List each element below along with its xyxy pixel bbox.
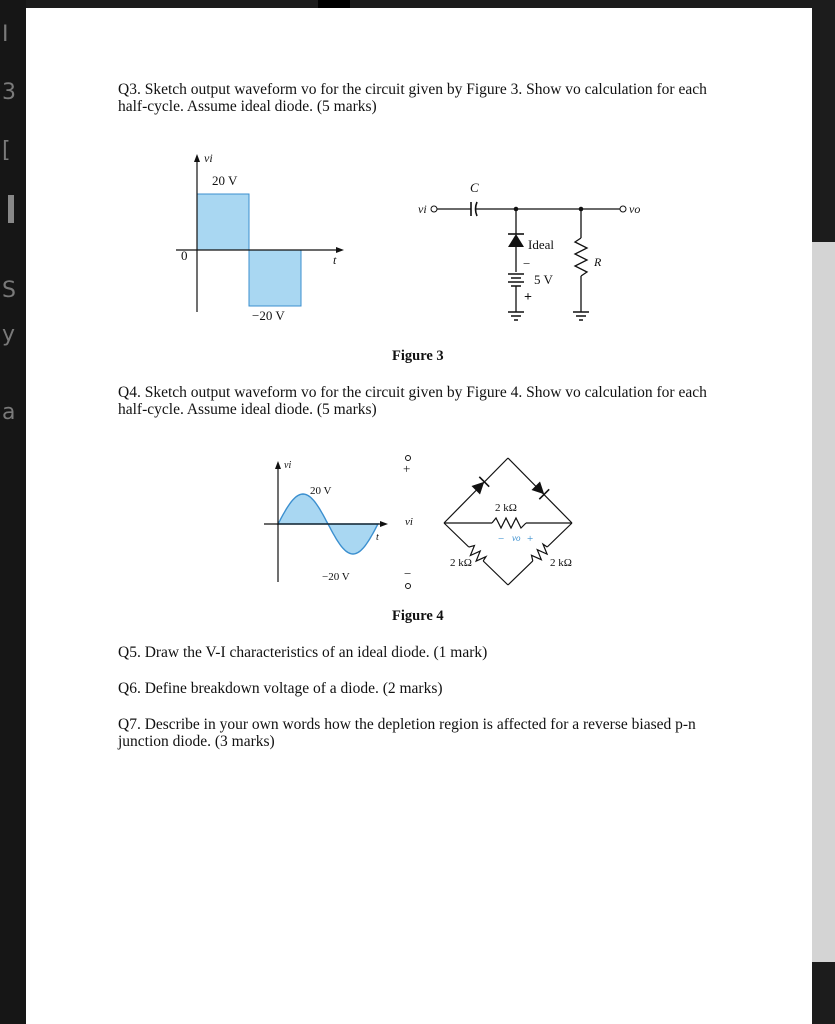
input-terminal bbox=[431, 206, 437, 212]
resistor-icon bbox=[575, 238, 587, 276]
y-axis-arrow bbox=[275, 461, 281, 469]
ground-icon bbox=[573, 312, 589, 320]
battery-plus: + bbox=[524, 290, 532, 305]
negative-level-label: −20 V bbox=[252, 308, 285, 323]
battery-minus: − bbox=[523, 256, 531, 271]
positive-half-cycle bbox=[197, 194, 249, 250]
x-axis-arrow bbox=[336, 247, 344, 253]
bg-char: [ bbox=[2, 138, 11, 163]
diode-icon bbox=[508, 234, 524, 247]
input-plus: + bbox=[403, 461, 411, 476]
question-q7: Q7. Describe in your own words how the depletion region is affected for a reverse biased p-n junction diode. (3 marks) bbox=[118, 716, 696, 750]
question-q5: Q5. Draw the V-I characteristics of an ideal diode. (1 mark) bbox=[118, 644, 488, 661]
figure4-caption: Figure 4 bbox=[392, 608, 444, 624]
input-terminal-bottom bbox=[406, 584, 411, 589]
bg-char: a bbox=[2, 400, 16, 425]
output-terminal bbox=[620, 206, 626, 212]
output-minus: − bbox=[498, 533, 505, 545]
figure3-circuit bbox=[416, 176, 666, 328]
left-resistor-label: 2 kΩ bbox=[450, 557, 472, 569]
document-page bbox=[26, 8, 812, 1024]
question-q4: Q4. Sketch output waveform vo for the circuit given by Figure 4. Show vo calculation for each half-cycle. Assume ideal diode. (5 marks) bbox=[118, 384, 707, 418]
negative-half-cycle bbox=[249, 250, 301, 306]
bg-bar bbox=[8, 195, 14, 223]
figure4-waveform bbox=[264, 456, 394, 586]
diode-label: Ideal bbox=[528, 237, 554, 252]
output-plus: + bbox=[527, 533, 534, 545]
top-resistor-label: 2 kΩ bbox=[495, 502, 517, 514]
y-axis-label: vi bbox=[284, 460, 292, 471]
bg-char: y bbox=[2, 322, 16, 347]
y-axis-label: vi bbox=[204, 151, 213, 165]
question-q6: Q6. Define breakdown voltage of a diode. (2 marks) bbox=[118, 680, 443, 697]
right-resistor-label: 2 kΩ bbox=[550, 557, 572, 569]
input-label: vi bbox=[405, 516, 413, 528]
input-label: vi bbox=[418, 202, 427, 216]
question-q3: Q3. Sketch output waveform vo for the circuit given by Figure 3. Show vo calculation for each half-cycle. Assume ideal diode. (5 marks) bbox=[118, 81, 707, 115]
output-label: vo bbox=[512, 533, 521, 543]
x-axis-label: t bbox=[333, 253, 337, 267]
negative-peak-label: −20 V bbox=[322, 571, 350, 583]
bg-char: 3 bbox=[2, 80, 16, 105]
positive-level-label: 20 V bbox=[212, 173, 238, 188]
input-minus: − bbox=[404, 566, 412, 581]
window-tab bbox=[318, 0, 350, 8]
battery-label: 5 V bbox=[534, 272, 553, 287]
output-label: vo bbox=[629, 202, 641, 216]
figure4-circuit bbox=[396, 448, 606, 593]
origin-label: 0 bbox=[181, 248, 188, 263]
capacitor-label: C bbox=[470, 180, 479, 195]
bg-char: I bbox=[2, 22, 9, 47]
x-axis-arrow bbox=[380, 521, 388, 527]
bg-char: S bbox=[2, 278, 16, 303]
x-axis-label: t bbox=[376, 532, 379, 543]
figure3-waveform bbox=[166, 148, 356, 323]
resistor-label: R bbox=[594, 255, 602, 269]
y-axis-arrow bbox=[194, 154, 200, 162]
input-terminal-top bbox=[406, 456, 411, 461]
scrollbar-track[interactable] bbox=[812, 242, 835, 962]
ground-icon bbox=[508, 312, 524, 320]
background-app-strip bbox=[0, 0, 26, 1024]
figure3-caption: Figure 3 bbox=[392, 348, 444, 364]
positive-peak-label: 20 V bbox=[310, 485, 332, 497]
